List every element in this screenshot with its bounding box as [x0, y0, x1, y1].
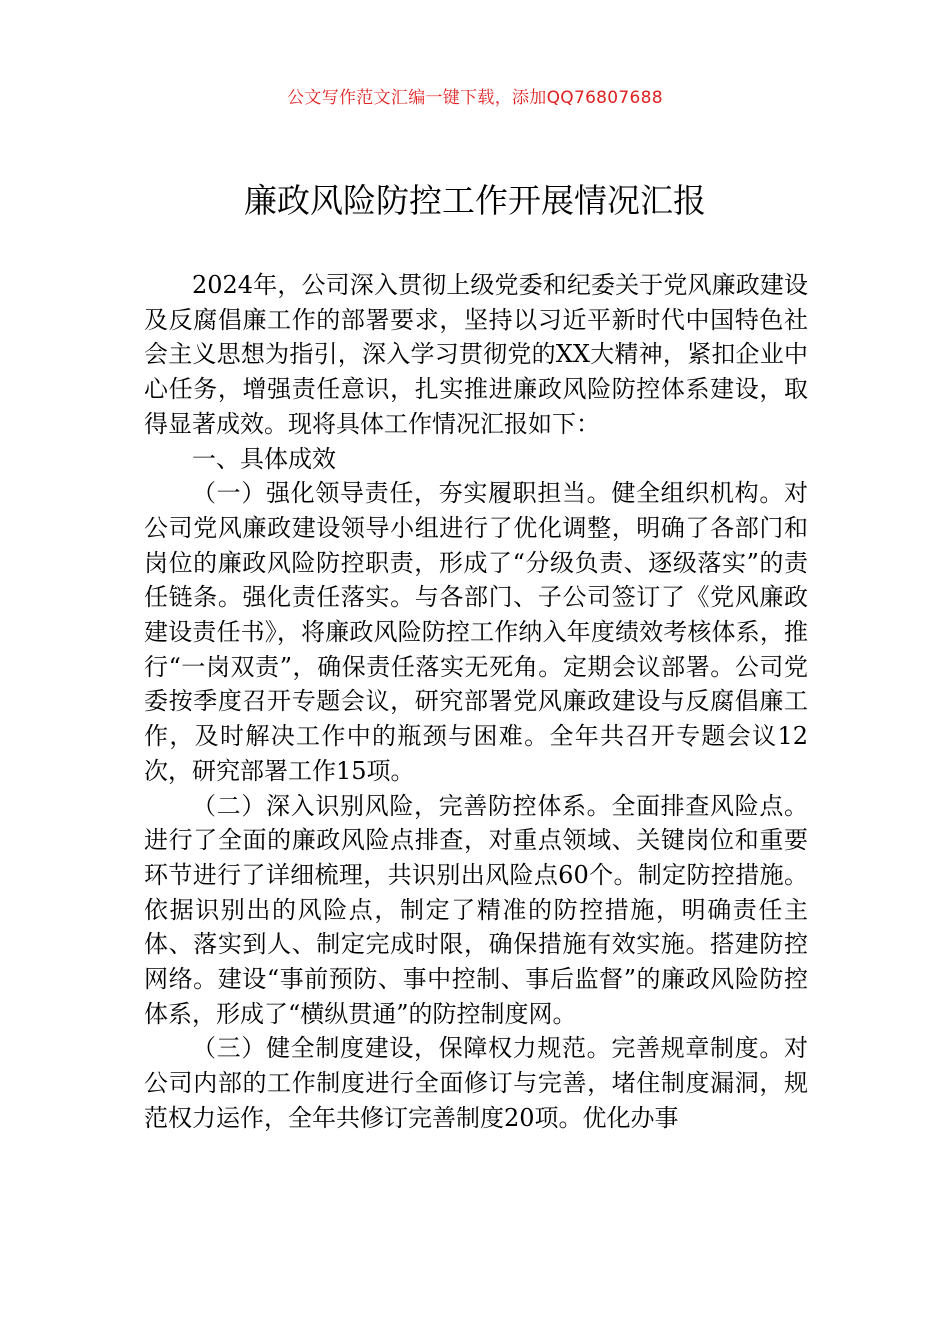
document-title: 廉政风险防控工作开展情况汇报 [244, 181, 706, 220]
intro-paragraph: 2024年，公司深入贯彻上级党委和纪委关于党风廉政建设及反腐倡廉工作的部署要求，坚持以习近平新时代中国特色社会主义思想为指引，深入学习贯彻党的XX大精神，紧扣企业中心任务，增强责任意识，扎实推进廉政风险防控体系建设，取得显著成效。现将具体工作情况汇报如下： [144, 271, 808, 438]
section-heading: 一、具体成效 [192, 444, 336, 473]
promo-banner-text[interactable]: 公文写作范文汇编一键下载，添加QQ76807688 [287, 88, 663, 108]
document-body [144, 268, 808, 1136]
body-paragraph: （二）深入识别风险，完善防控体系。全面排查风险点。进行了全面的廉政风险点排查，对重点领域、关键岗位和重要环节进行了详细梳理，共识别出风险点60个。制定防控措施。依据识别出的风险点，制定了精准的防控措施，明确责任主体、落实到人、制定完成时限，确保措施有效实施。搭建防控网络。建设“事前预防、事中控制、事后监督”的廉政风险防控体系，形成了“横纵贯通”的防控制度网。 [144, 791, 808, 1028]
body-paragraph: （一）强化领导责任，夯实履职担当。健全组织机构。对公司党风廉政建设领导小组进行了优化调整，明确了各部门和岗位的廉政风险防控职责，形成了“分级负责、逐级落实”的责任链条。强化责任落实。与各部门、子公司签订了《党风廉政建设责任书》，将廉政风险防控工作纳入年度绩效考核体系，推行“一岗双责”，确保责任落实无死角。定期会议部署。公司党委按季度召开专题会议，研究部署党风廉政建设与反腐倡廉工作，及时解决工作中的瓶颈与困难。全年共召开专题会议12次，研究部署工作15项。 [144, 479, 808, 785]
body-paragraph: （三）健全制度建设，保障权力规范。完善规章制度。对公司内部的工作制度进行全面修订与完善，堵住制度漏洞，规范权力运作，全年共修订完善制度20项。优化办事 [144, 1034, 808, 1132]
